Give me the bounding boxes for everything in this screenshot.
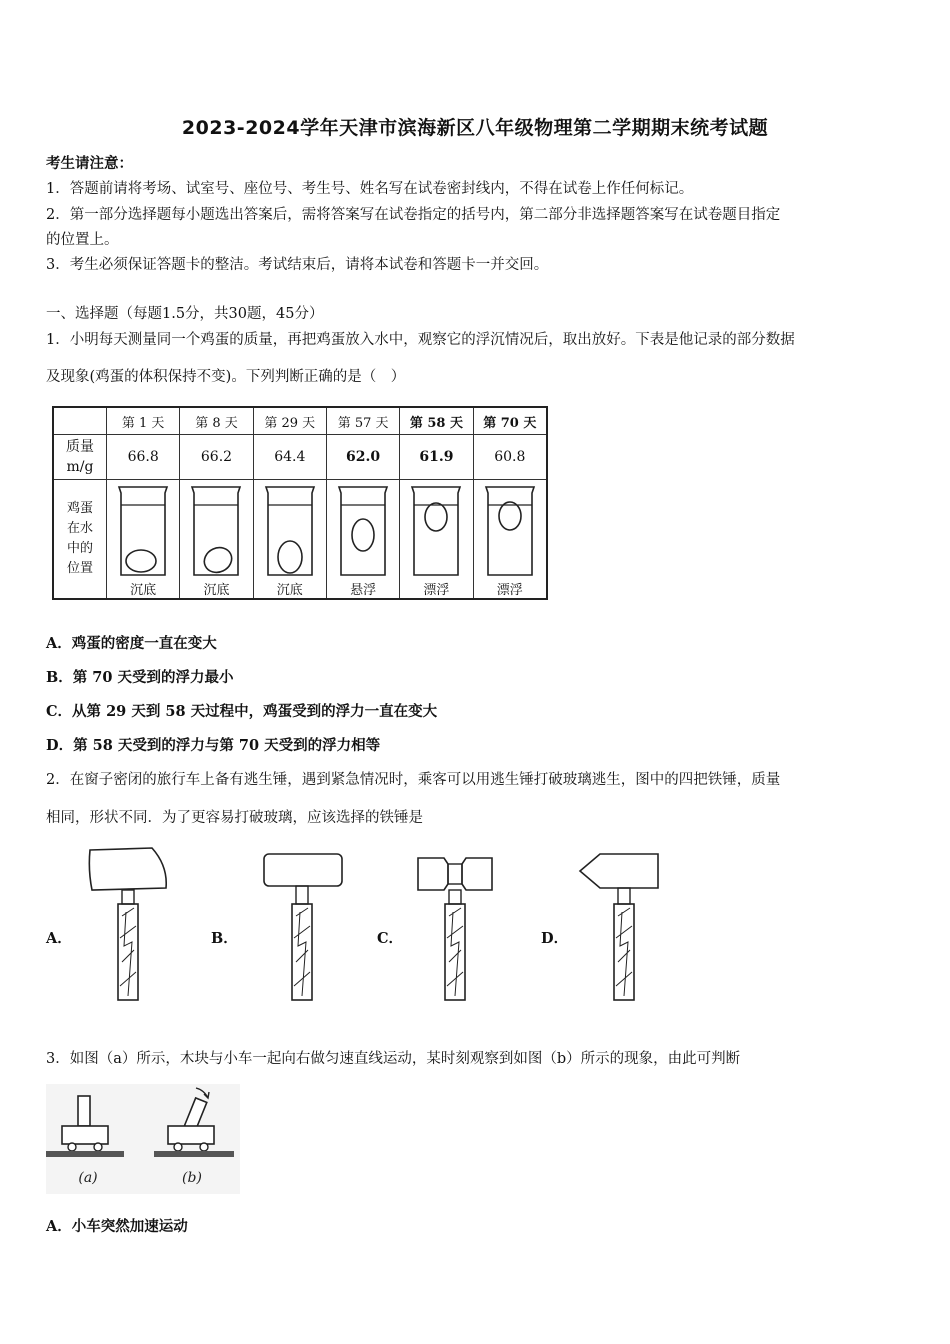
cart-block-figure bbox=[46, 1084, 240, 1194]
beaker-cell bbox=[400, 480, 473, 600]
egg-state: 漂浮 bbox=[423, 582, 450, 598]
position-label: 在水 bbox=[66, 521, 93, 536]
q1-option-d: D．第 58 天受到的浮力与第 70 天受到的浮力相等 bbox=[46, 737, 381, 754]
beaker-sunk-icon bbox=[186, 483, 246, 579]
beaker-floating-icon bbox=[480, 483, 540, 579]
notice-item: 2．第一部分选择题每小题选出答案后，需将答案写在试卷指定的括号内，第二部分非选择题答案写在试卷题目指定 bbox=[46, 207, 781, 223]
egg-state: 沉底 bbox=[276, 582, 303, 598]
q3-stem: 3．如图（a）所示，木块与小车一起向右做匀速直线运动，某时刻观察到如图（b）所示的现象，由此可判断 bbox=[46, 1051, 741, 1067]
beaker-suspended-icon bbox=[333, 483, 393, 579]
beaker-sunk-icon bbox=[113, 483, 173, 579]
position-row-header bbox=[53, 480, 107, 600]
notice-item: 1．答题前请将考场、试室号、座位号、考生号、姓名写在试卷密封线内，不得在试卷上作任何标记。 bbox=[46, 181, 694, 197]
mass-cell: 61.9 bbox=[400, 435, 473, 480]
q1-option-c: C．从第 29 天到 58 天过程中，鸡蛋受到的浮力一直在变大 bbox=[46, 703, 438, 720]
egg-data-table bbox=[52, 406, 548, 600]
beaker-sunk-icon bbox=[260, 483, 320, 579]
egg-state: 沉底 bbox=[130, 582, 157, 598]
q2-stem: 相同，形状不同．为了更容易打破玻璃，应该选择的铁锤是 bbox=[46, 810, 423, 826]
mass-cell: 66.8 bbox=[107, 435, 180, 480]
mass-cell: 64.4 bbox=[253, 435, 326, 480]
egg-state: 漂浮 bbox=[496, 582, 523, 598]
fig-label-a: (a) bbox=[78, 1170, 98, 1186]
beaker-cell bbox=[253, 480, 326, 600]
fig-label-b: (b) bbox=[182, 1170, 202, 1186]
hammer-d-label: D． bbox=[541, 930, 569, 947]
hammer-c-icon bbox=[414, 846, 496, 1004]
notice-item: 3．考生必须保证答题卡的整洁。考试结束后，请将本试卷和答题卡一并交回。 bbox=[46, 257, 549, 273]
position-label: 鸡蛋 bbox=[66, 501, 93, 516]
position-label: 中的 bbox=[66, 541, 93, 556]
mass-cell: 60.8 bbox=[473, 435, 547, 480]
page-title: 2023-2024学年天津市滨海新区八年级物理第二学期期末统考试题 bbox=[181, 117, 769, 139]
q1-option-a: A．鸡蛋的密度一直在变大 bbox=[46, 635, 217, 652]
q3-option-a: A．小车突然加速运动 bbox=[46, 1218, 188, 1235]
day-header: 第 58 天 bbox=[400, 407, 473, 435]
table-corner bbox=[53, 407, 107, 435]
q1-stem: 及现象(鸡蛋的体积保持不变)。下列判断正确的是（ ） bbox=[46, 369, 406, 385]
egg-state: 悬浮 bbox=[350, 582, 377, 598]
hammer-a-icon bbox=[86, 846, 172, 1004]
mass-row-header bbox=[53, 435, 107, 480]
beaker-cell bbox=[180, 480, 253, 600]
q1-option-b: B．第 70 天受到的浮力最小 bbox=[46, 669, 234, 686]
day-header: 第 70 天 bbox=[473, 407, 547, 435]
day-header: 第 57 天 bbox=[326, 407, 399, 435]
beaker-cell bbox=[107, 480, 180, 600]
day-header: 第 1 天 bbox=[107, 407, 180, 435]
beaker-cell bbox=[326, 480, 399, 600]
notice-item: 的位置上。 bbox=[46, 232, 119, 248]
mass-cell: 66.2 bbox=[180, 435, 253, 480]
beaker-floating-icon bbox=[406, 483, 466, 579]
egg-state: 沉底 bbox=[203, 582, 230, 598]
mass-unit: m/g bbox=[66, 459, 94, 475]
hammer-d-icon bbox=[576, 846, 662, 1004]
beaker-cell bbox=[473, 480, 547, 600]
hammer-b-icon bbox=[258, 846, 348, 1004]
day-header: 第 29 天 bbox=[253, 407, 326, 435]
q2-stem: 2．在窗子密闭的旅行车上备有逃生锤，遇到紧急情况时，乘客可以用逃生锤打破玻璃逃生，图中的四把铁锤，质量 bbox=[46, 772, 781, 788]
notice-heading: 考生请注意： bbox=[46, 155, 133, 172]
day-header: 第 8 天 bbox=[180, 407, 253, 435]
hammer-a-label: A． bbox=[46, 930, 72, 947]
q1-stem: 1．小明每天测量同一个鸡蛋的质量，再把鸡蛋放入水中，观察它的浮沉情况后，取出放好。下表是他记录的部分数据 bbox=[46, 332, 795, 348]
mass-label: 质量 bbox=[66, 439, 94, 455]
hammer-c-label: C． bbox=[377, 930, 404, 947]
mass-cell: 62.0 bbox=[326, 435, 399, 480]
position-label: 位置 bbox=[66, 561, 93, 576]
section-heading: 一、选择题（每题1.5分，共30题，45分） bbox=[46, 306, 324, 322]
hammer-b-label: B． bbox=[211, 930, 238, 947]
